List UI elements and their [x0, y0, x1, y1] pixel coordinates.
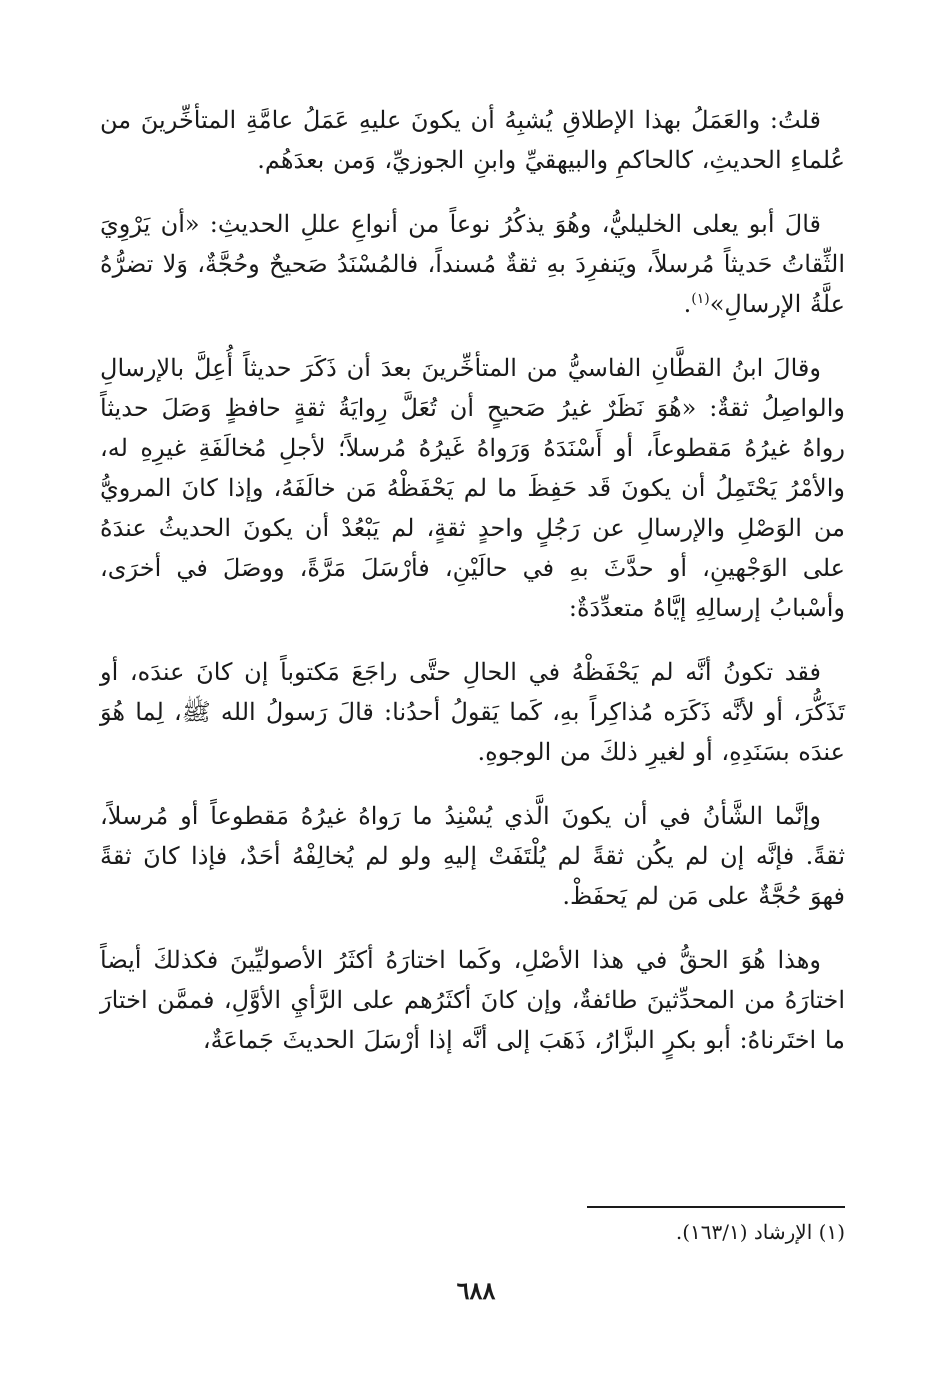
page-number: ٦٨٨	[456, 1276, 496, 1305]
paragraph-2	[100, 204, 845, 324]
paragraph-6: وهذا هُوَ الحقُّ في هذا الأصْلِ، وكَما اختارَهُ أكثَرُ الأصوليِّينَ فكذلكَ أيضاً اختارَهُ من المحدِّثينَ طائفةٌ، وإن كانَ أكثَرُهم على الرَّأيِ الأوَّلِ، فممَّن اختارَ ما اختَرناهُ: أبو بكرٍ البزَّارُ، ذَهَبَ إلى أنَّه إذا أرْسَلَ الحديثَ جَماعَةٌ،	[100, 946, 845, 1054]
paragraph-1: قلتُ: والعَمَلُ بهذا الإطلاقِ يُشبِهُ أن يكونَ عليهِ عَمَلُ عامَّةِ المتأخِّرينَ من عُلماءِ الحديثِ، كالحاكمِ والبيهقيِّ وابنِ الجوزيِّ، وَمن بعدَهُم.	[100, 106, 845, 174]
footnote-marker[interactable]: (١)	[691, 291, 710, 307]
footnote-divider	[587, 1206, 845, 1208]
paragraph-4: فقد تكونُ أنَّه لم يَحْفَظْهُ في الحالِ حتَّى راجَعَ مَكتوباً إن كانَ عندَه، أو تَذَكُّرَ، أو لأنَّه ذَكَرَه مُذاكِراً بهِ، كَما يَقولُ أحدُنا: قالَ رَسولُ الله ﷺ، لِما هُوَ عندَه بسَنَدِهِ، أو لغيرِ ذلكَ من الوجوهِ.	[100, 658, 845, 766]
page-body	[100, 100, 845, 1084]
paragraph-5: وإنَّما الشَّأنُ في أن يكونَ الَّذي يُسْنِدُ ما رَواهُ غيرُهُ مَقطوعاً أو مُرسلاً، ثقةً. فإنَّه إن لم يكُن ثقةً لم يُلْتَفَتْ إليهِ ولو لم يُخالِفْهُ أحَدٌ، فإذا كانَ ثقةً فهوَ حُجَّةٌ على مَن لم يَحفَظْ.	[100, 802, 845, 910]
paragraph-3: وقالَ ابنُ القطَّانِ الفاسيُّ من المتأخِّرينَ بعدَ أن ذَكَرَ حديثاً أُعِلَّ بالإرسالِ والواصِلُ ثقةٌ: «هُوَ نَظَرٌ غيرُ صَحيحٍ أن تُعَلَّ رِوايَةُ ثقةٍ حافظٍ وَصَلَ حديثاً رواهُ غيرُهُ مَقطوعاً، أو أَسْنَدَهُ وَرَواهُ غَيرُهُ مُرسلاً؛ لأجلِ مُخالَفَةِ غيرِهِ له، والأمْرُ يَحْتَمِلُ أن يكونَ قَد حَفِظَ ما لم يَحْفَظْهُ مَن خالَفَهُ، وإذا كانَ المرويُّ من الوَصْلِ والإرسالِ عن رَجُلٍ واحدٍ ثقةٍ، لم يَبْعُدْ أن يكونَ الحديثُ عندَهُ على الوَجْهينِ، أو حدَّثَ بهِ في حالَيْنِ، فأرْسَلَ مَرَّةً، ووصَلَ في أخرَى، وأسْبابُ إرسالِهِ إيَّاهُ متعدِّدَةٌ:	[100, 354, 845, 622]
paragraph-2-tail: .	[683, 290, 692, 318]
paragraph-2-text: قالَ أبو يعلى الخليليُّ، وهُوَ يذكُرُ نوعاً من أنواعِ عللِ الحديثِ: «أن يَرْوِيَ الثِّقاتُ حَديثاً مُرسلاً، ويَنفرِدَ بهِ ثقةٌ مُسنداً، فالمُسْنَدُ صَحيحٌ وحُجَّةٌ، وَلا تضرُّهُ علَّةُ الإرسالِ»	[100, 210, 845, 318]
footnote: (١) الإرشاد (١٦٣/١).	[675, 1220, 845, 1244]
